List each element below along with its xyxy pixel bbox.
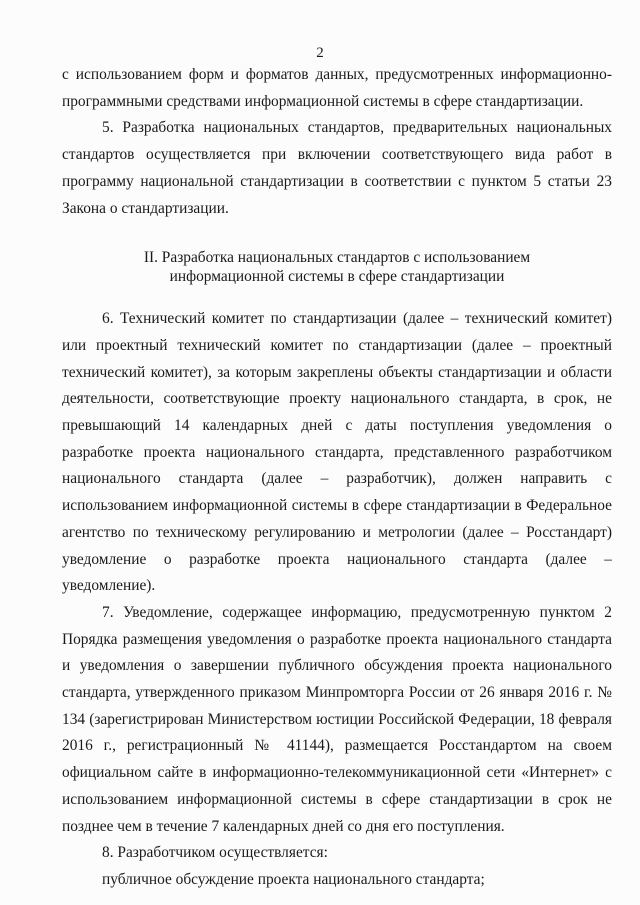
page-number: 2 [316,45,324,61]
document-body [62,62,612,894]
paragraph-8-item-1: публичное обсуждение проекта национального стандарта; [102,870,485,888]
paragraph-6: 6. Технический комитет по стандартизации (далее – технический комитет) или проектный технический комитет по стандартизации (далее – проектный технический комитет), за которым закреплены объекты стандартизации и области деятельности, соответствующие проекту национального стандарта, в срок, не превышающий 14 календарных дней с даты поступления уведомления о разработке проекта национального стандарта, представленного разработчиком национального стандарта (далее – разработчик), должен направить с использованием информационной системы в сфере стандартизации в Федеральное агентство по техническому регулированию и метрологии (далее – Росстандарт) уведомление о разработке проекта национального стандарта (далее – уведомление). [62,310,612,595]
paragraph-8: 8. Разработчиком осуществляется: [102,844,328,862]
paragraph-continuation: с использованием форм и форматов данных, предусмотренных информационно-программными средствами информационной системы в сфере стандартизации. [62,66,612,110]
paragraph-5: 5. Разработка национальных стандартов, предварительных национальных стандартов осуществляется при включении соответствующего вида работ в программу национальной стандартизации в соответствии с пунктом 5 статьи 23 Закона о стандартизации. [62,119,612,217]
paragraph-7: 7. Уведомление, содержащее информацию, предусмотренную пунктом 2 Порядка размещения уведомления о разработке проекта национального стандарта и уведомления о завершении публичного обсуждения проекта национального стандарта, утвержденного приказом Минпромторга России от 26 января 2016 г. № 134 (зарегистрирован Министерством юстиции Российской Федерации, 18 февраля 2016 г., регистрационный № 41144), размещается Росстандартом на своем официальном сайте в информационно-телекоммуникационной сети «Интернет» с использованием информационной системы в сфере стандартизации в срок не позднее чем в течение 7 календарных дней со дня его поступления. [62,603,612,835]
section-heading: II. Разработка национальных стандартов с использованием информационной системы в сфере стандартизации [143,249,531,286]
